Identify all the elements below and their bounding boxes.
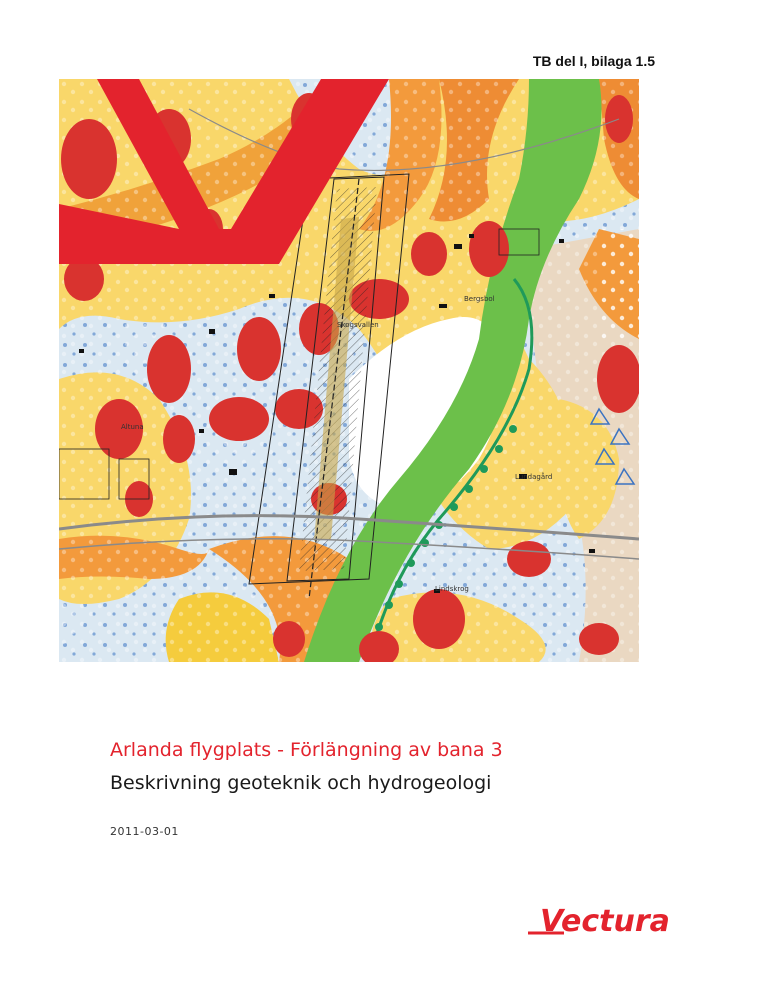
cover-title: Arlanda flygplats - Förlängning av bana 3: [110, 739, 503, 761]
map-label-lundagard: Lundagård: [515, 473, 553, 481]
geological-map: [59, 79, 639, 662]
cover-subtitle: Beskrivning geoteknik och hydrogeologi: [110, 772, 492, 794]
map-label-lindskrog: Lindskrog: [435, 585, 469, 593]
map-label-skogsvallen: Skogsvallen: [337, 321, 379, 329]
document-reference: TB del I, bilaga 1.5: [532, 53, 655, 69]
map-label-altuna: Altuna: [121, 423, 144, 431]
logo-text: Vectura: [540, 904, 670, 939]
map-label-bergsbol: Bergsbol: [464, 295, 495, 303]
vectura-logo: [526, 900, 686, 942]
cover-date: 2011-03-01: [110, 825, 179, 838]
